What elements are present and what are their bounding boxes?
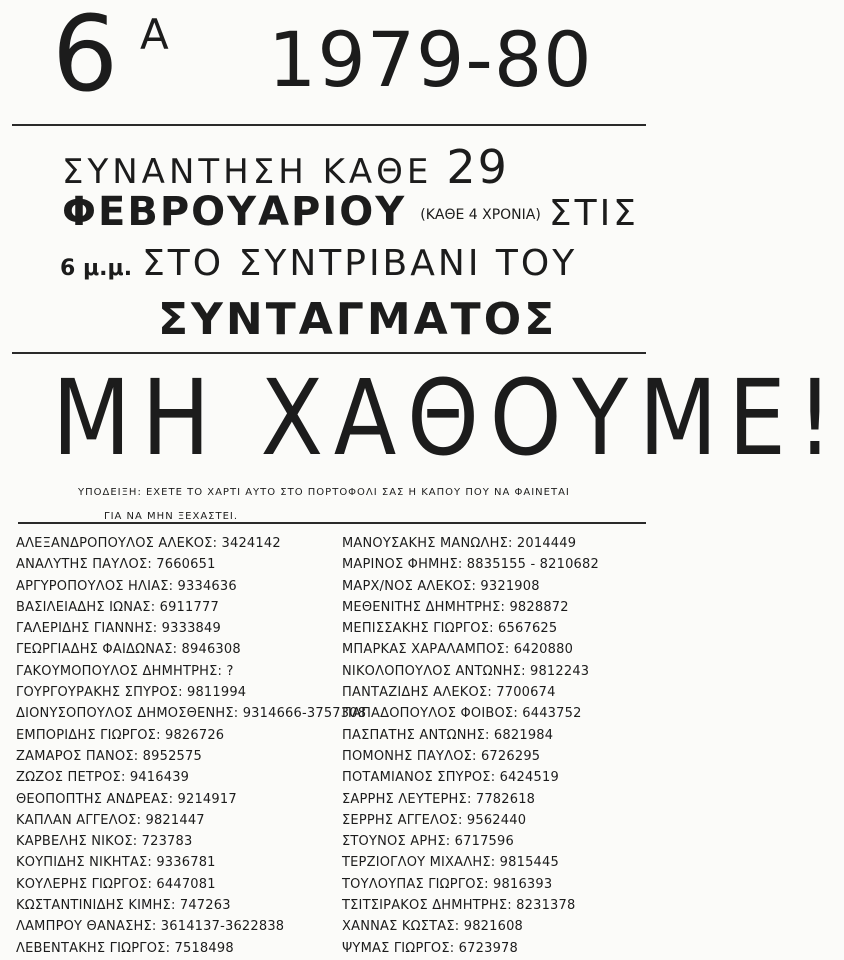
contact-entry: ΑΝΑΛΥΤΗΣ ΠΑΥΛΟΣ: 7660651 bbox=[16, 557, 216, 573]
contact-entry: ΣΤΟΥΝΟΣ ΑΡΗΣ: 6717596 bbox=[342, 834, 514, 850]
contact-entry: ΜΕΘΕΝΙΤΗΣ ΔΗΜΗΤΡΗΣ: 9828872 bbox=[342, 599, 569, 615]
contact-entry: ΖΑΜΑΡΟΣ ΠΑΝΟΣ: 8952575 bbox=[16, 748, 202, 764]
meeting-month: ΦΕΒΡΟΥΑΡΙΟΥ bbox=[62, 189, 407, 235]
meeting-text: ΣΥΝΑΝΤΗΣΗ ΚΑΘΕ bbox=[62, 152, 433, 192]
contact-entry: ΖΩΖΟΣ ΠΕΤΡΟΣ: 9416439 bbox=[16, 770, 190, 786]
contact-entry: ΜΑΡΧ/ΝΟΣ ΑΛΕΚΟΣ: 9321908 bbox=[342, 578, 540, 594]
meeting-note: (ΚΑΘΕ 4 ΧΡΟΝΙΑ) bbox=[420, 207, 541, 223]
contact-entry: ΜΑΝΟΥΣΑΚΗΣ ΜΑΝΩΛΗΣ: 2014449 bbox=[342, 536, 577, 551]
headline: ΜΗ ΧΑΘΟΥΜΕ! bbox=[52, 357, 844, 479]
contact-list-left bbox=[16, 533, 366, 959]
contact-entry: ΠΑΣΠΑΤΗΣ ΑΝΤΩΝΗΣ: 6821984 bbox=[342, 727, 554, 743]
contact-entry: ΨΥΜΑΣ ΓΙΩΡΓΟΣ: 6723978 bbox=[342, 940, 518, 956]
class-label: 6 bbox=[52, 0, 121, 115]
contact-entry: ΚΑΡΒΕΛΗΣ ΝΙΚΟΣ: 723783 bbox=[16, 834, 193, 850]
meeting-place: ΣΤΟ ΣΥΝΤΡΙΒΑΝΙ ΤΟΥ bbox=[142, 243, 578, 284]
contact-entry: ΜΕΠΙΣΣΑΚΗΣ ΓΙΩΡΓΟΣ: 6567625 bbox=[342, 621, 558, 637]
divider-list bbox=[18, 522, 646, 524]
meeting-time: 6 μ.μ. bbox=[60, 256, 133, 281]
contact-entry: ΣΑΡΡΗΣ ΛΕΥΤΕΡΗΣ: 7782618 bbox=[342, 791, 536, 807]
contact-entry: ΓΑΚΟΥΜΟΠΟΥΛΟΣ ΔΗΜΗΤΡΗΣ: ? bbox=[16, 663, 234, 679]
contact-entry: ΚΩΣΤΑΝΤΙΝΙΔΗΣ ΚΙΜΗΣ: 747263 bbox=[16, 898, 231, 914]
meeting-line-4: ΣΥΝΤΑΓΜΑΤΟΣ bbox=[158, 294, 558, 345]
contact-entry: ΜΑΡΙΝΟΣ ΦΗΜΗΣ: 8835155 - 8210682 bbox=[342, 557, 599, 573]
note-line-2: ΓΙΑ ΝΑ ΜΗΝ ΞΕΧΑΣΤΕΙ. bbox=[104, 511, 239, 522]
contact-entry: ΔΙΟΝΥΣΟΠΟΥΛΟΣ ΔΗΜΟΣΘΕΝΗΣ: 9314666-3757308 bbox=[16, 706, 367, 722]
divider-middle bbox=[12, 352, 646, 354]
contact-entry: ΑΡΓΥΡΟΠΟΥΛΟΣ ΗΛΙΑΣ: 9334636 bbox=[16, 578, 237, 594]
contact-entry: ΧΑΝΝΑΣ ΚΩΣΤΑΣ: 9821608 bbox=[342, 919, 524, 935]
contact-entry: ΠΑΝΤΑΖΙΔΗΣ ΑΛΕΚΟΣ: 7700674 bbox=[342, 685, 556, 701]
contact-entry: ΤΟΥΛΟΥΠΑΣ ΓΙΩΡΓΟΣ: 9816393 bbox=[342, 876, 553, 892]
meeting-line-2 bbox=[62, 189, 639, 235]
meeting-day: 29 bbox=[446, 140, 509, 194]
contact-entry: ΑΛΕΞΑΝΔΡΟΠΟΥΛΟΣ ΑΛΕΚΟΣ: 3424142 bbox=[16, 536, 281, 551]
divider-top bbox=[12, 124, 646, 126]
contact-entry: ΜΠΑΡΚΑΣ ΧΑΡΑΛΑΜΠΟΣ: 6420880 bbox=[342, 642, 574, 658]
contact-entry: ΠΑΠΑΔΟΠΟΥΛΟΣ ΦΟΙΒΟΣ: 6443752 bbox=[342, 706, 582, 722]
contact-entry: ΚΟΥΛΕΡΗΣ ΓΙΩΡΓΟΣ: 6447081 bbox=[16, 876, 216, 892]
meeting-line-3 bbox=[60, 243, 578, 284]
class-superscript: Α bbox=[140, 10, 169, 59]
contact-entry: ΓΑΛΕΡΙΔΗΣ ΓΙΑΝΝΗΣ: 9333849 bbox=[16, 621, 221, 637]
meeting-tail: ΣΤΙΣ bbox=[548, 193, 639, 234]
contact-entry: ΤΕΡΖΙΟΓΛΟΥ ΜΙΧΑΛΗΣ: 9815445 bbox=[342, 855, 559, 871]
contact-entry: ΠΟΜΟΝΗΣ ΠΑΥΛΟΣ: 6726295 bbox=[342, 748, 541, 764]
contact-entry: ΕΜΠΟΡΙΔΗΣ ΓΙΩΡΓΟΣ: 9826726 bbox=[16, 727, 225, 743]
meeting-line-1 bbox=[62, 140, 509, 194]
contact-entry: ΓΟΥΡΓΟΥΡΑΚΗΣ ΣΠΥΡΟΣ: 9811994 bbox=[16, 685, 247, 701]
contact-entry: ΛΑΜΠΡΟΥ ΘΑΝΑΣΗΣ: 3614137-3622838 bbox=[16, 919, 285, 935]
note-line-1: ΥΠΟΔΕΙΞΗ: ΕΧΕΤΕ ΤΟ ΧΑΡΤΙ ΑΥΤΟ ΣΤΟ ΠΟΡΤΟΦΟΛΙ ΣΑΣ Η ΚΑΠΟΥ ΠΟΥ ΝΑ ΦΑΙΝΕΤΑΙ bbox=[78, 487, 570, 498]
contact-entry: ΤΣΙΤΣΙΡΑΚΟΣ ΔΗΜΗΤΡΗΣ: 8231378 bbox=[342, 898, 576, 914]
contact-entry: ΓΕΩΡΓΙΑΔΗΣ ΦΑΙΔΩΝΑΣ: 8946308 bbox=[16, 642, 241, 658]
contact-entry: ΘΕΟΠΟΠΤΗΣ ΑΝΔΡΕΑΣ: 9214917 bbox=[16, 791, 237, 807]
contact-entry: ΛΕΒΕΝΤΑΚΗΣ ΓΙΩΡΓΟΣ: 7518498 bbox=[16, 940, 234, 956]
contact-entry: ΝΙΚΟΛΟΠΟΥΛΟΣ ΑΝΤΩΝΗΣ: 9812243 bbox=[342, 663, 590, 679]
contact-entry: ΚΑΠΛΑΝ ΑΓΓΕΛΟΣ: 9821447 bbox=[16, 812, 205, 828]
contact-entry: ΚΟΥΠΙΔΗΣ ΝΙΚΗΤΑΣ: 9336781 bbox=[16, 855, 216, 871]
contact-list-right bbox=[342, 533, 599, 959]
contact-entry: ΠΟΤΑΜΙΑΝΟΣ ΣΠΥΡΟΣ: 6424519 bbox=[342, 770, 559, 786]
contact-entry: ΣΕΡΡΗΣ ΑΓΓΕΛΟΣ: 9562440 bbox=[342, 812, 527, 828]
contact-entry: ΒΑΣΙΛΕΙΑΔΗΣ ΙΩΝΑΣ: 6911777 bbox=[16, 599, 219, 615]
school-years: 1979-80 bbox=[268, 15, 593, 104]
